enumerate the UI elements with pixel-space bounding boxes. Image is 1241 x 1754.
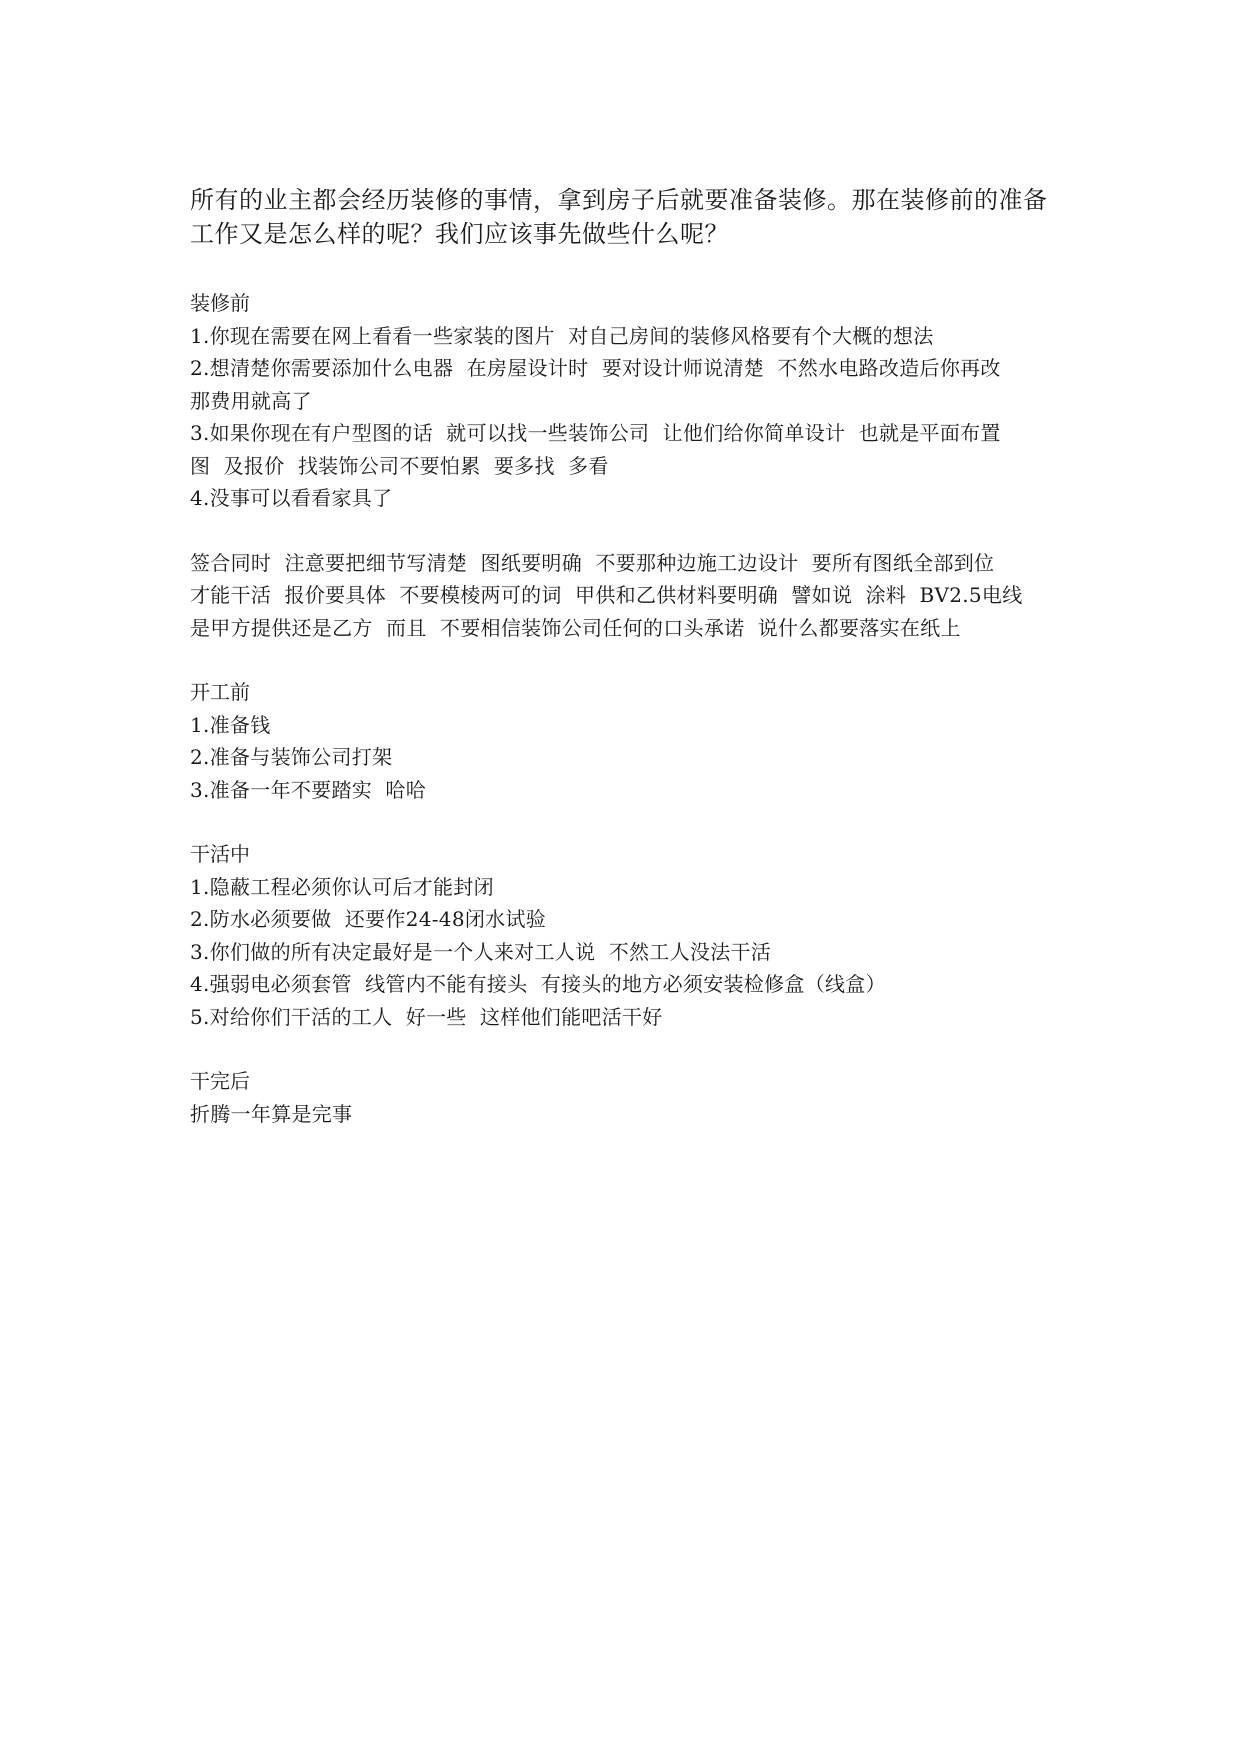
section-title: 干完后 <box>190 1069 250 1093</box>
list-item: 2.准备与装饰公司打架 <box>190 745 393 769</box>
list-item: 3.如果你现在有户型图的话 就可以找一些装饰公司 让他们给你简单设计 也就是平面布置 <box>190 421 1001 445</box>
list-item: 3.准备一年不要踏实 哈哈 <box>190 777 426 802</box>
list-item: 2.防水必须要做 还要作24-48闭水试验 <box>190 907 547 931</box>
list-item: 3.你们做的所有决定最好是一个人来对工人说 不然工人没法干活 <box>190 939 772 964</box>
list-item: 2.想清楚你需要添加什么电器 在房屋设计时 要对设计师说清楚 不然水电路改造后你再改 <box>190 356 1001 380</box>
list-item: 图 及报价 找装饰公司不要怕累 要多找 多看 <box>190 453 609 478</box>
intro-line: 所有的业主都会经历装修的事情，拿到房子后就要准备装修。那在装修前的准备 <box>190 186 1048 214</box>
paragraph-line: 签合同时 注意要把细节写清楚 图纸要明确 不要那种边施工边设计 要所有图纸全部到位 <box>190 550 995 575</box>
paragraph-line: 是甲方提供还是乙方 而且 不要相信装饰公司任何的口头承诺 说什么都要落实在纸上 <box>190 615 961 640</box>
section-title: 干活中 <box>190 842 250 866</box>
section-title: 开工前 <box>190 680 250 704</box>
intro-paragraph <box>190 183 1070 251</box>
list-item: 1.隐蔽工程必须你认可后才能封闭 <box>190 874 494 899</box>
section-contract <box>190 547 1070 645</box>
section-during-work <box>190 838 1070 1033</box>
document-body <box>190 183 1070 1130</box>
section-before-start <box>190 676 1070 806</box>
list-item: 1.准备钱 <box>190 712 271 737</box>
section-before-renovation <box>190 287 1070 515</box>
paragraph-line: 才能干活 报价要具体 不要模棱两可的词 甲供和乙供材料要明确 譬如说 涂料 BV2.5电线 <box>190 583 1023 607</box>
list-item: 5.对给你们干活的工人 好一些 这样他们能吧活干好 <box>190 1004 663 1029</box>
section-title: 装修前 <box>190 291 250 315</box>
section-after-work <box>190 1065 1070 1130</box>
list-item: 折腾一年算是完事 <box>190 1101 353 1126</box>
intro-line: 工作又是怎么样的呢？我们应该事先做些什么呢？ <box>190 220 729 248</box>
list-item: 那费用就高了 <box>190 388 312 413</box>
list-item: 1.你现在需要在网上看看一些家装的图片 对自己房间的装修风格要有个大概的想法 <box>190 323 934 348</box>
list-item: 4.没事可以看看家具了 <box>190 486 393 510</box>
list-item: 4.强弱电必须套管 线管内不能有接头 有接头的地方必须安装检修盒（线盒） <box>190 972 886 996</box>
